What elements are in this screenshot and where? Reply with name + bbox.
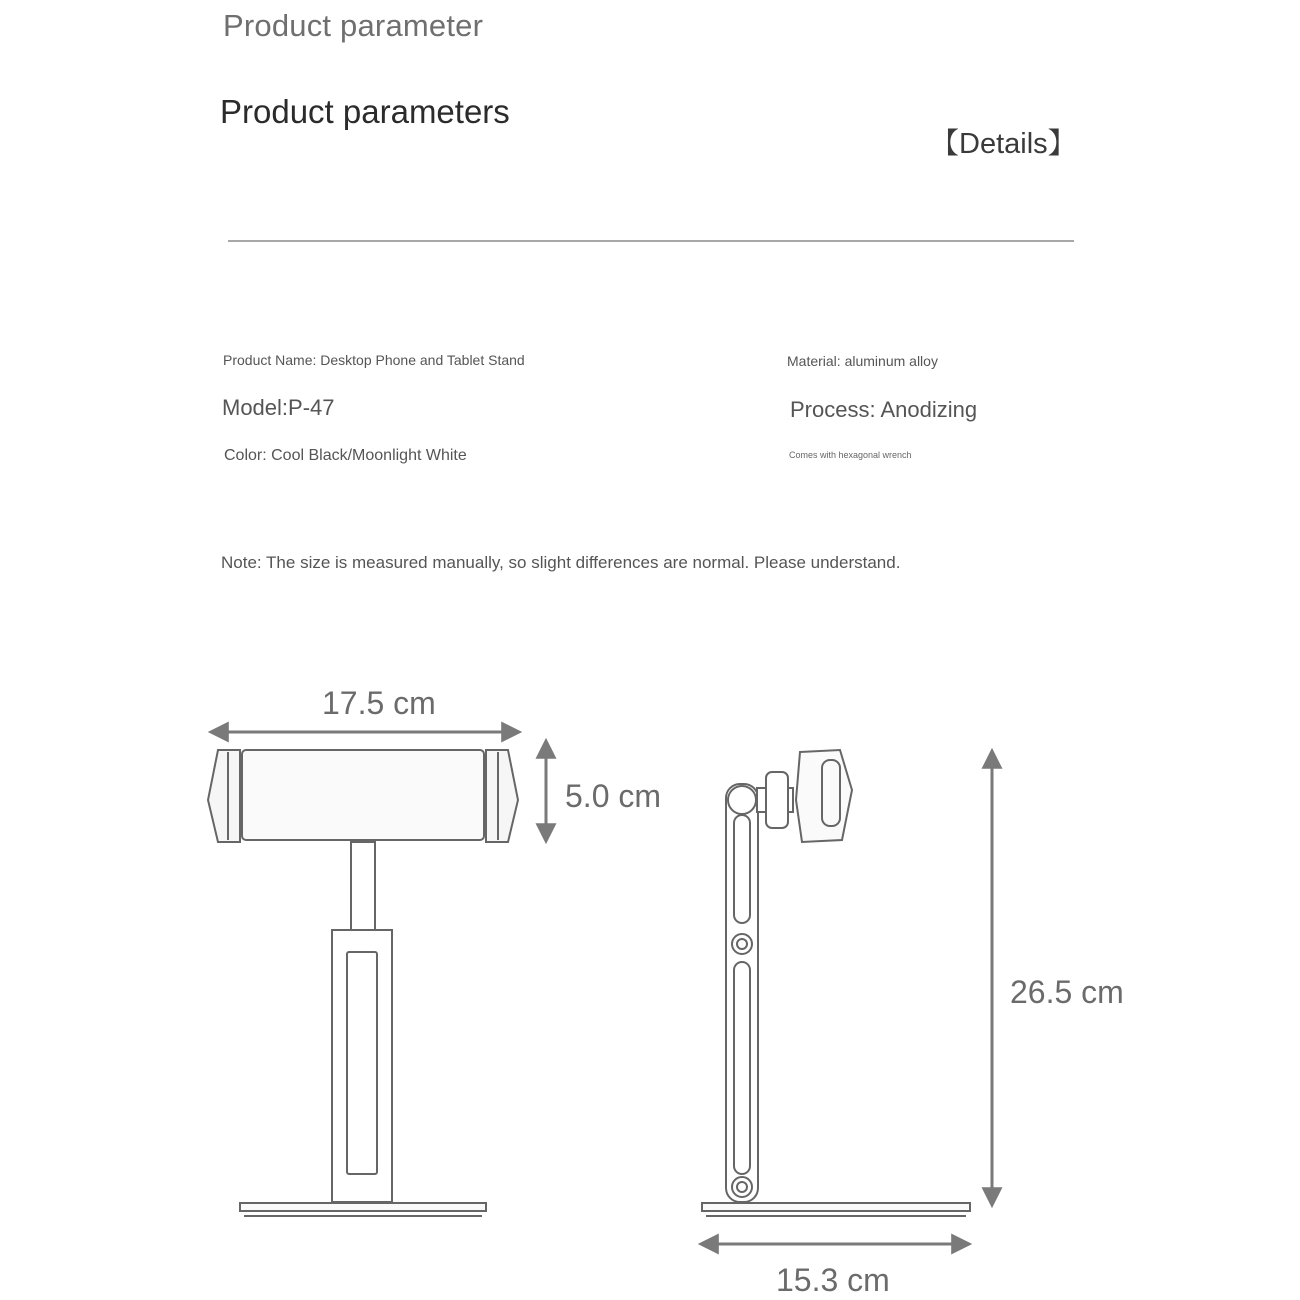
spec-model: Model:P-47: [222, 395, 335, 420]
spec-product-name: Product Name: Desktop Phone and Tablet Stand: [223, 352, 525, 368]
spec-process: Process: Anodizing: [790, 397, 978, 422]
dimension-depth-label: 15.3 cm: [776, 1262, 890, 1298]
dimension-clamp-height-label: 5.0 cm: [565, 778, 662, 814]
dimension-total-height-label: 26.5 cm: [1010, 974, 1124, 1010]
front-view-stand: [208, 750, 518, 1216]
page-title: Product parameters: [220, 93, 510, 130]
side-view-stand: [702, 750, 970, 1216]
spec-material: Material: aluminum alloy: [787, 353, 938, 369]
spec-color: Color: Cool Black/Moonlight White: [224, 447, 467, 464]
spec-accessory: Comes with hexagonal wrench: [789, 450, 912, 460]
measurement-note: Note: The size is measured manually, so slight differences are normal. Please understand.: [221, 553, 901, 572]
dimension-width-label: 17.5 cm: [322, 685, 436, 721]
page-subtitle: Product parameter: [223, 8, 484, 43]
details-label: 【Details】: [930, 128, 1077, 160]
